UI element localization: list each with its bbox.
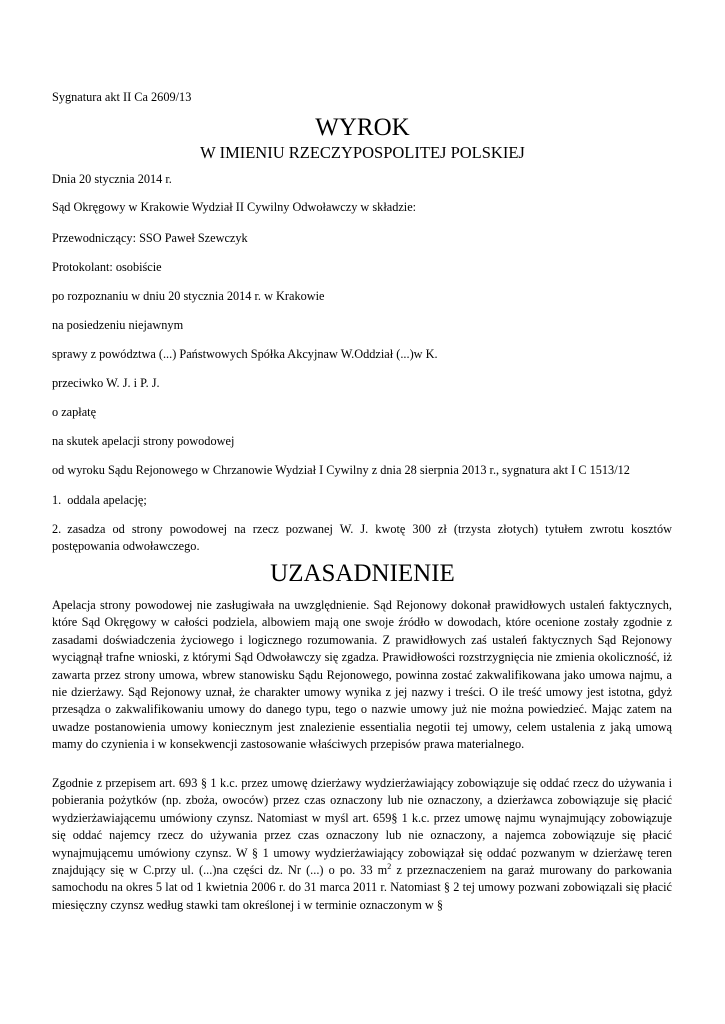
area-superscript: 2 [387,861,392,871]
ruling-item [52,521,672,556]
appealed-judgment: od wyroku Sądu Rejonowego w Chrzanowie Wydział I Cywilny z dnia 28 sierpnia 2013 r., sygnatura akt I C 1513/12 [52,463,630,477]
ruling-text: zasadza od strony powodowej na rzecz pozwanej W. J. kwotę 300 zł (trzysta złotych) tytułem zwrotu kosztów postępowania odwoławczego. [52,522,672,554]
ruling-text: oddala apelację; [67,493,147,507]
presiding-judge: Przewodniczący: SSO Paweł Szewczyk [52,231,248,245]
hearing-date: po rozpoznaniu w dniu 20 stycznia 2014 r. w Krakowie [52,289,325,303]
court-composition: Sąd Okręgowy w Krakowie Wydział II Cywilny Odwoławczy w składzie: [52,200,417,214]
ruling-number: 2. [52,522,62,536]
document-title: WYROK [315,114,410,141]
judgment-date: Dnia 20 stycznia 2014 r. [52,172,172,186]
case-parties-plaintiff: sprawy z powództwa (...) Państwowych Spółka Akcyjnaw W.Oddział (...)w K. [52,347,438,361]
justification-paragraph-1: Apelacja strony powodowej nie zasługiwała na uwzględnienie. Sąd Rejonowy dokonał prawidłowych ustaleń faktycznych, które Sąd Okręgowy w całości podziela, albowiem mają one swoje źródło w dowodach, które ocenione zostały zgodnie z zasadami doświadczenia życiowego i logicznego rozumowania. Z prawidłowych zaś ustaleń faktycznych Sąd Rejonowy wyciągnął trafne wnioski, z którymi Sąd Odwoławczy się zgadza. Prawidłowości rozstrzygnięcia nie zmienia okoliczność, iż zawarta przez strony umowa, wbrew stanowisku Sądu Rejonowego, powinna zostać zakwalifikowana jako umowa najmu, a nie dzierżawy. Sąd Rejonowy uznał, że charakter umowy wynika z jej nazwy i treści. O ile treść umowy jest istotna, gdyż przesądza o zakwalifikowaniu umowy do danego typu, tego o nazwie umowy już nie można powiedzieć. Mając zatem na uwadze postanowienia umowy koniecznym jest znalezienie essentialia negotii tej umowy, celem ustalenia z jaką umową mamy do czynienia i w konsekwencji zastosowanie właściwych przepisów prawa materialnego. [52,598,672,752]
appeal-basis: na skutek apelacji strony powodowej [52,434,235,448]
justification-paragraph-2 [52,775,672,914]
court-clerk: Protokolant: osobiście [52,260,162,274]
session-type: na posiedzeniu niejawnym [52,318,184,332]
justification-heading: UZASADNIENIE [270,560,455,587]
case-parties-defendant: przeciwko W. J. i P. J. [52,376,160,390]
paragraph-2-text: Zgodnie z przepisem art. 693 § 1 k.c. przez umowę dzierżawy wydzierżawiający zobowiązuje się oddać rzecz do używania i pobierania pożytków (np. zboża, owoców) przez czas oznaczony lub nie oznaczony, a dzierżawca zobowiązuje się płacić wydzierżawiającemu umówiony czynsz. Natomiast w myśl art. 659§ 1 k.c. przez umowę najmu wynajmujący zobowiązuje się oddać najemcy rzecz do używania przez czas oznaczony lub nie oznaczony, a najemca zobowiązuje się płacić wynajmującemu umówiony czynsz. W § 1 umowy wydzierżawiający zobowiązał się oddać pozwanym w dzierżawę teren znajdujący się w C.przy ul. (...)na części dz. Nr (...) o po. 33 m [52,776,672,878]
case-subject: o zapłatę [52,405,97,419]
paragraph-2-text-continued: z przeznaczeniem na garaż murowany do parkowania samochodu na okres 5 lat od 1 kwietnia 2006 r. do 31 marca 2011 r. Natomiast § 2 tej umowy pozwani zobowiązali się płacić miesięczny czynsz według stawki tam określonej i w terminie oznaczonym w § [52,863,672,912]
ruling-number: 1. [52,493,62,507]
document-subtitle: W IMIENIU RZECZYPOSPOLITEJ POLSKIEJ [200,143,525,162]
ruling-item [52,492,672,509]
case-signature: Sygnatura akt II Ca 2609/13 [52,90,192,104]
